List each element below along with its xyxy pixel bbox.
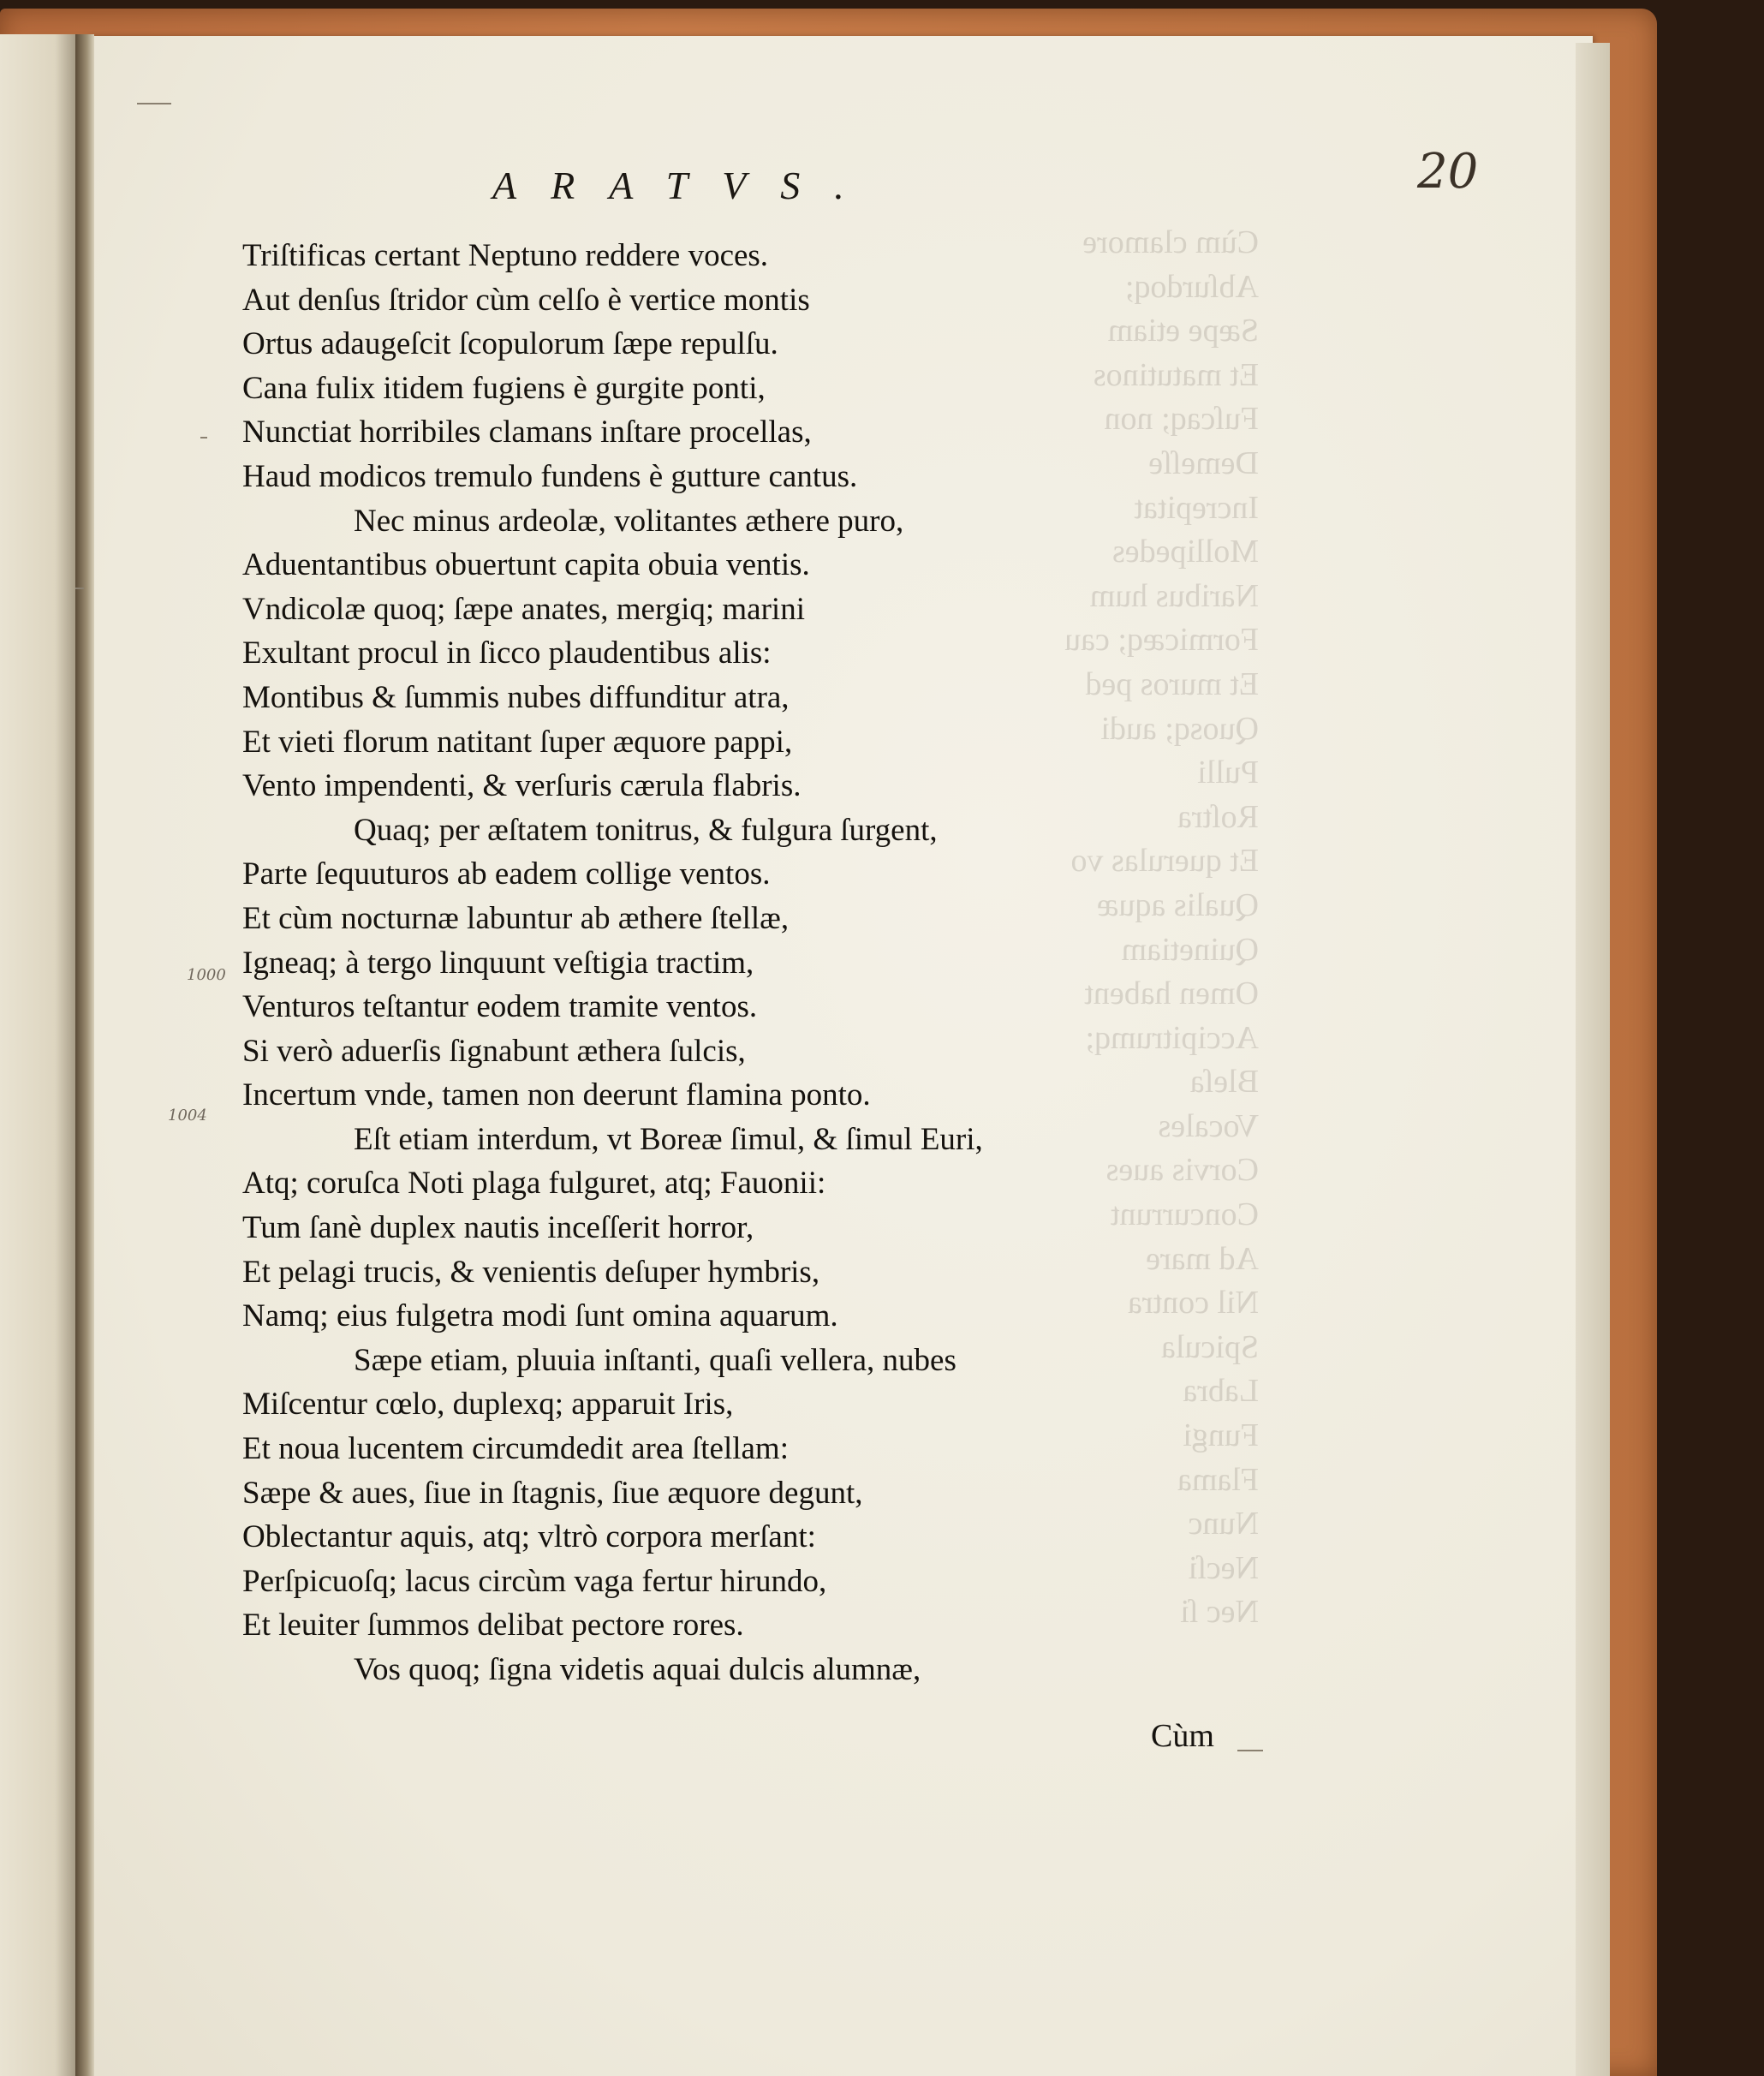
show-through-text: Cùm clamore Abſurdoq; Sæpe etiam Et matutinos Fuſcaq; non Demeſſe Increpitat Mollipedes Naribus hum Formicæq; cau Et muros ped Quosq; audi Pulli Roſtra Et querulas vo Qualis aquæ Quinetiam Omen habent Accipitrumq; Bleſa Vocales Corvis aues Concurrunt Ad mare Nil contra Spicula Labra Fungi Flama Nunc Necſi Nec ſi	[1064, 224, 1259, 1631]
verse-block	[242, 234, 1253, 1707]
verse-line: Triſtificas certant Neptuno reddere voces.	[242, 238, 769, 273]
verse-line: Eſt etiam interdum, vt Boreæ ſimul, & ſimul Euri,	[354, 1121, 983, 1157]
marginal-note: 1004	[168, 1107, 207, 1124]
gutter	[75, 34, 94, 2076]
verse-line: Et pelagi trucis, & venientis deſuper hymbris,	[242, 1254, 820, 1290]
verse-line: Sæpe & aues, ſiue in ſtagnis, ſiue æquore degunt,	[242, 1475, 863, 1511]
verse-line: Parte ſequuturos ab eadem collige ventos.	[242, 856, 771, 892]
verse-line: Et leuiter ſummos delibat pectore rores.	[242, 1608, 744, 1644]
margin-mark	[137, 103, 171, 104]
verse-line: Incertum vnde, tamen non deerunt flamina ponto.	[242, 1077, 871, 1113]
verse-line: Nec minus ardeolæ, volitantes æthere puro,	[354, 503, 904, 539]
catchword: Cùm	[1151, 1718, 1214, 1754]
verse-line: Vndicolæ quoq; ſæpe anates, mergiq; marini	[242, 591, 805, 627]
verse-line: Aut denſus ſtridor cùm celſo è vertice montis	[242, 282, 810, 318]
verse-line: Oblectantur aquis, atq; vltrò corpora merſant:	[242, 1519, 816, 1555]
verse-line: Ortus adaugeſcit ſcopulorum ſæpe repulſu.	[242, 326, 778, 362]
margin-mark	[1237, 1750, 1263, 1751]
marginal-note: 1000	[187, 966, 226, 984]
verse-line: Si verò aduerſis ſignabunt æthera ſulcis,	[242, 1033, 746, 1069]
margin-mark	[75, 588, 84, 589]
page-fore-edge	[1576, 43, 1610, 2076]
folio-number: 20	[1417, 144, 1479, 200]
verse-line: Et noua lucentem circumdedit area ſtellam:	[242, 1431, 789, 1467]
verse-line: Perſpicuoſq; lacus circùm vaga fertur hirundo,	[242, 1563, 827, 1599]
verse-line: Sæpe etiam, pluuia inſtanti, quaſi vellera, nubes	[354, 1342, 956, 1378]
verse-line: Atq; coruſca Noti plaga fulguret, atq; Fauonii:	[242, 1166, 826, 1202]
verse-line: Exultant procul in ſicco plaudentibus alis:	[242, 635, 772, 671]
verse-line: Montibus & ſummis nubes diffunditur atra,	[242, 679, 790, 715]
verse-line: Namq; eius fulgetra modi ſunt omina aquarum.	[242, 1298, 838, 1334]
margin-mark	[200, 437, 207, 438]
verse-line: Igneaq; à tergo linquunt veſtigia tractim,	[242, 945, 754, 981]
verse-line: Vos quoq; ſigna videtis aquai dulcis alumnæ,	[354, 1652, 921, 1687]
verse-line: Vento impendenti, & verſuris cærula flabris.	[242, 768, 802, 804]
running-title: ARATVS.	[492, 164, 879, 207]
verse-line: Et cùm nocturnæ labuntur ab æthere ſtellæ,	[242, 900, 790, 936]
verse-line: Aduentantibus obuertunt capita obuia ventis.	[242, 547, 810, 583]
verse-line: Miſcentur cœlo, duplexq; apparuit Iris,	[242, 1387, 734, 1423]
verse-line: Haud modicos tremulo fundens è gutture cantus.	[242, 458, 858, 494]
verse-line: Venturos teſtantur eodem tramite ventos.	[242, 989, 758, 1025]
verse-line: Et vieti florum natitant ſuper æquore pappi,	[242, 724, 793, 760]
facing-page-edge	[0, 34, 79, 2076]
verse-line: Nunctiat horribiles clamans inſtare procellas,	[242, 415, 812, 450]
verse-line: Cana fulix itidem fugiens è gurgite ponti,	[242, 370, 766, 406]
verse-line: Quaq; per æſtatem tonitrus, & fulgura ſurgent,	[354, 812, 938, 848]
verse-line: Tum ſanè duplex nautis inceſſerit horror,	[242, 1210, 754, 1246]
